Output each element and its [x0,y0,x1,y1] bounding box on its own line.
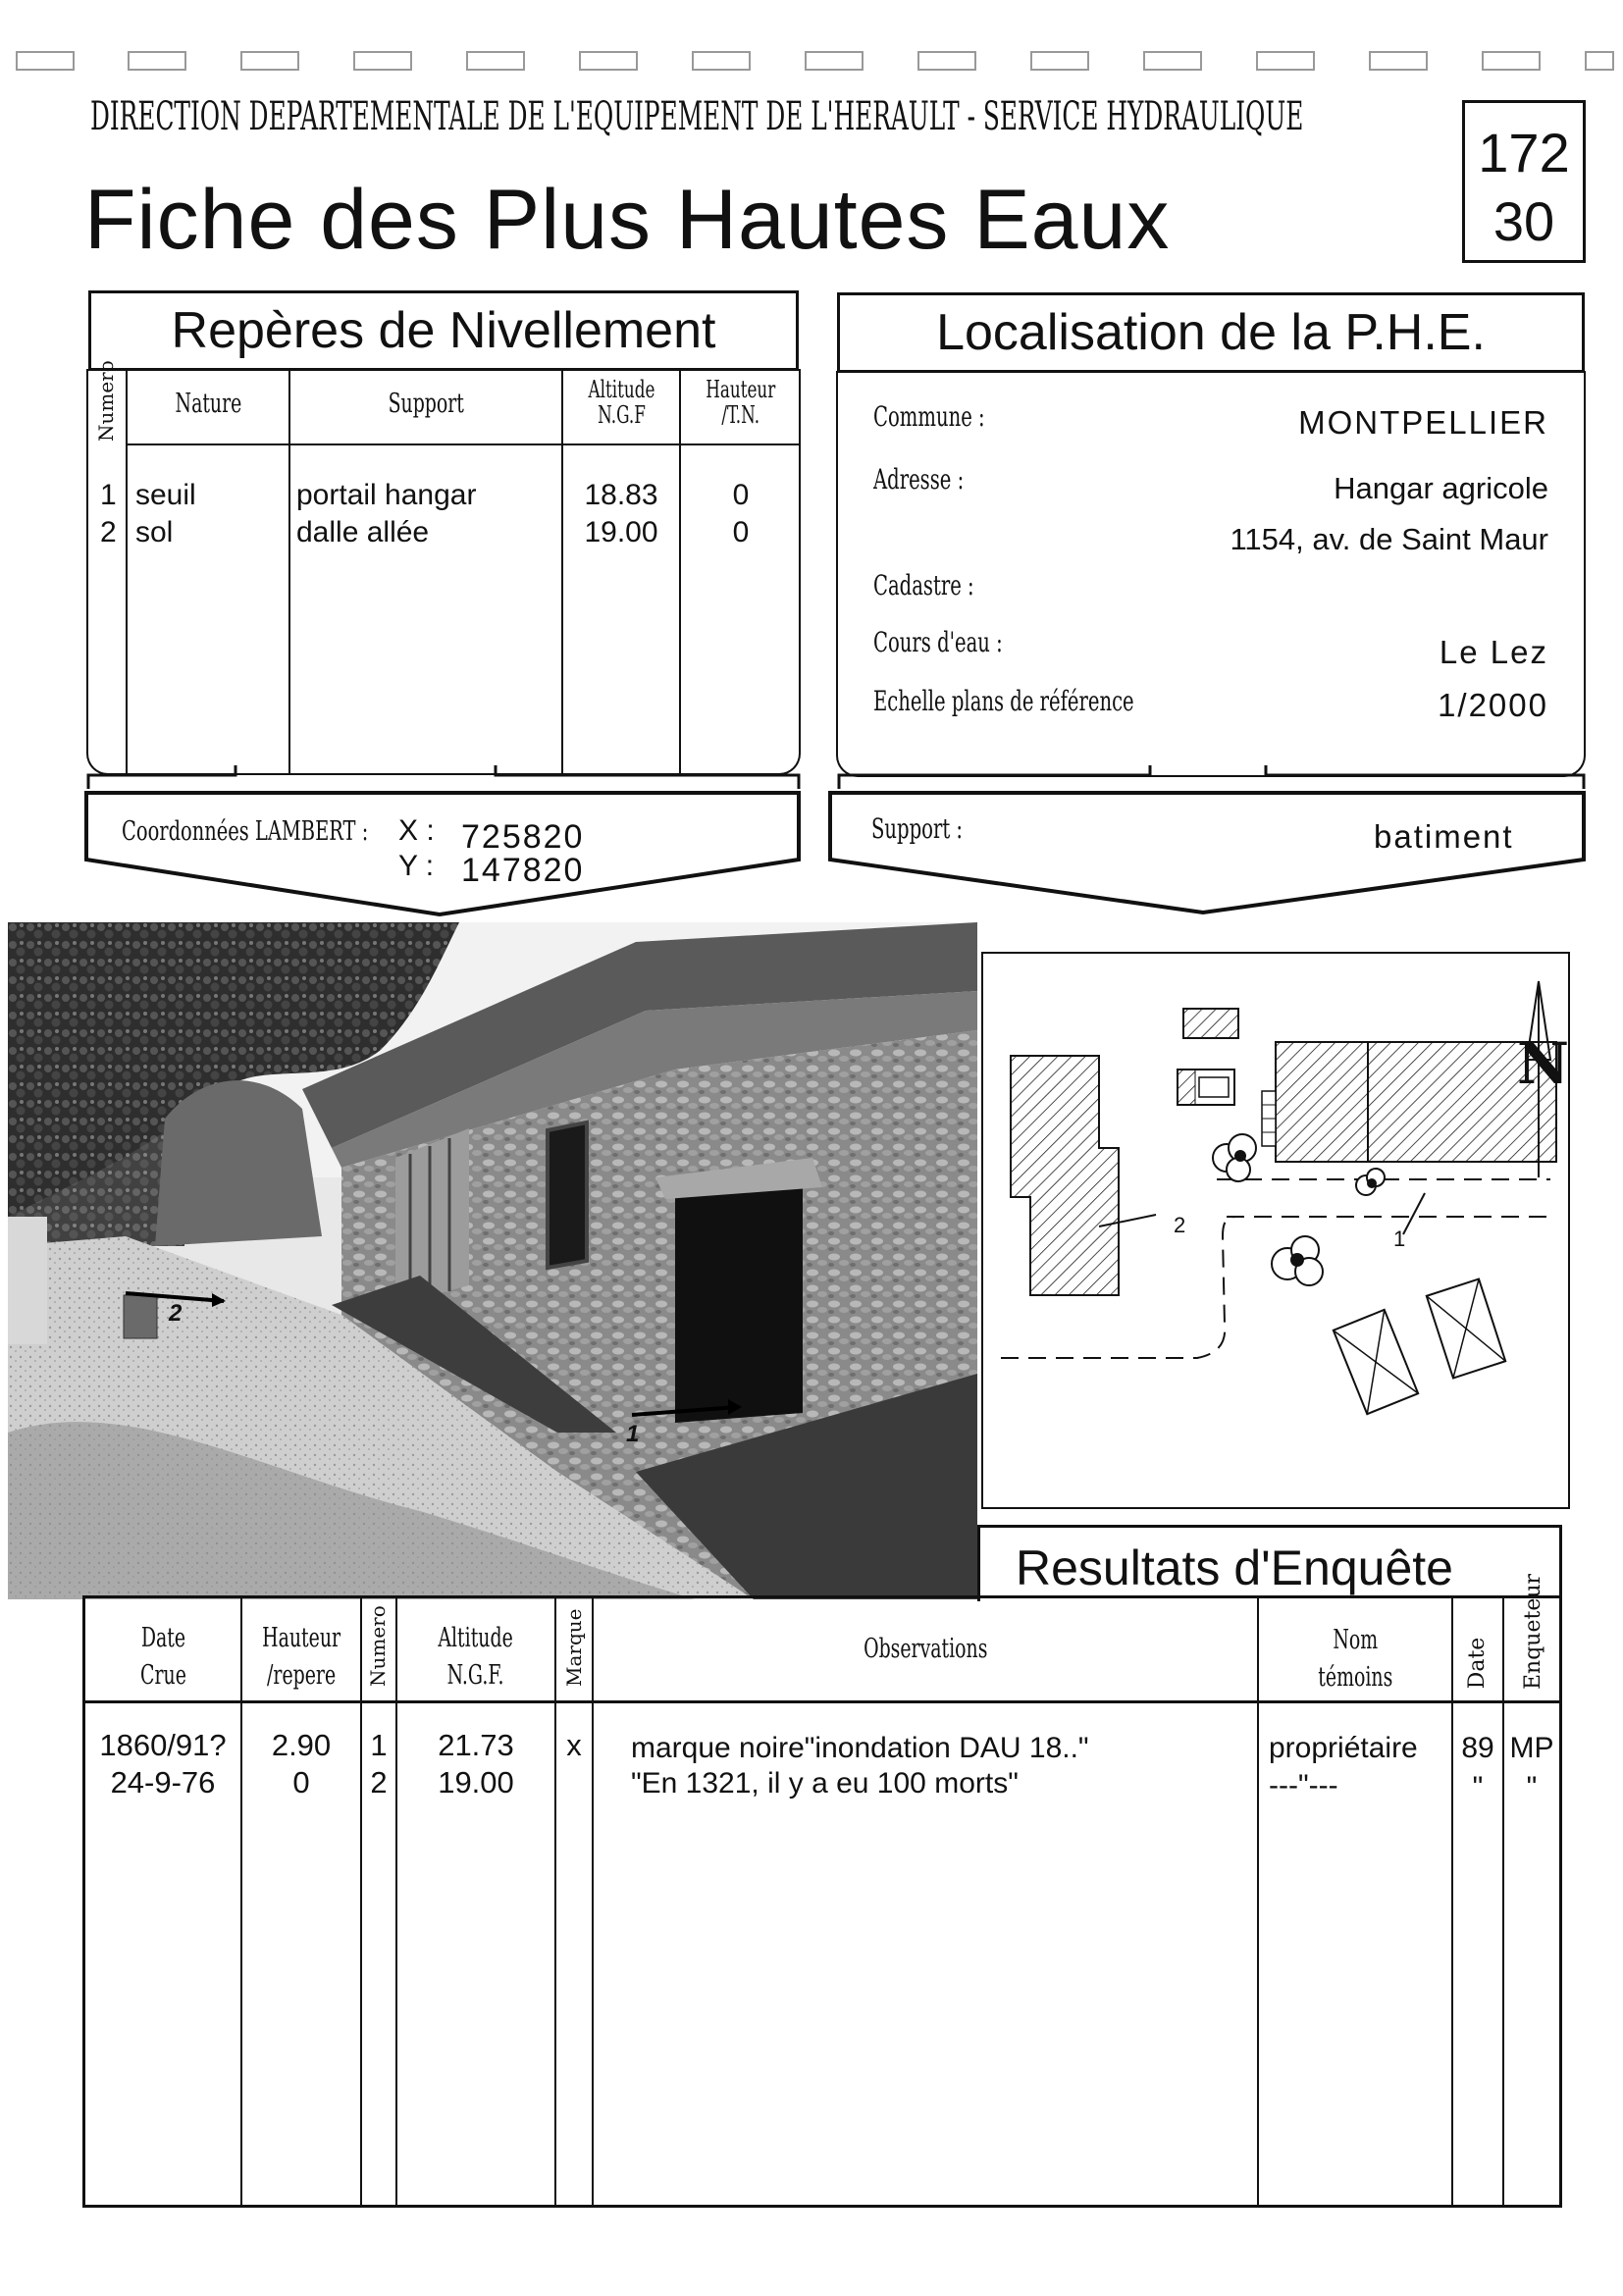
cours-label: Cours d'eau : [873,626,1003,658]
punch-hole [692,51,751,71]
resultats-title: Resultats d'Enquête [1016,1540,1453,1595]
adresse-line1: Hangar agricole [1334,471,1548,505]
x-value: 725820 [461,818,585,856]
col-marque-header: Marque [562,1608,586,1687]
row-nom: propriétaire [1269,1732,1418,1764]
y-value: 147820 [461,852,585,889]
punch-hole [917,51,976,71]
coords-box [84,791,803,918]
commune-value: MONTPELLIER [1298,404,1548,441]
reference-bottom: 30 [1492,190,1555,252]
col-nature-header: Nature [175,389,241,419]
col-numero-header: Numero [366,1605,390,1687]
row-nature: seuil [135,479,196,511]
localisation-title-box [837,292,1585,373]
row-date-crue: 1860/91? [99,1728,227,1762]
punch-hole [1585,51,1614,71]
x-label: X : [398,814,435,847]
row-hauteur: 2.90 [271,1728,332,1762]
resultats-table [82,1573,1562,2208]
reperes-title: Repères de Nivellement [171,302,716,359]
punch-hole [466,51,525,71]
adresse-line2: 1154, av. de Saint Maur [1230,522,1548,556]
col-observations-header: Observations [863,1634,988,1664]
punch-hole [240,51,299,71]
support-value: batiment [1374,818,1514,855]
col-enqueteur-header: Enqueteur [1521,1573,1545,1690]
localisation-panel [836,371,1586,777]
row-numero: 1 [370,1728,388,1762]
row-marque: x [566,1728,582,1762]
row-altitude: 19.00 [584,516,658,548]
punch-hole [805,51,864,71]
row-support: portail hangar [296,479,477,511]
row-altitude: 18.83 [584,479,658,511]
north-arrow-label: N [1517,1030,1570,1097]
punch-hole [128,51,186,71]
row-enqueteur: " [1526,1771,1538,1803]
col-date-crue-header: Date Crue [139,1623,186,1691]
row-support: dalle allée [296,516,430,548]
photo-marker-1: 1 [626,1421,640,1447]
col-altitude-header: Altitude N.G.F. [438,1623,514,1691]
row-hauteur: 0 [732,516,750,548]
punch-hole [353,51,412,71]
col-date-header: Date [1465,1637,1490,1690]
row-date: " [1472,1771,1484,1803]
col-hauteur-repere-header: Hauteur /repere [262,1623,340,1691]
row-date: 89 [1461,1732,1494,1764]
row-date-crue: 24-9-76 [110,1765,216,1800]
commune-label: Commune : [873,400,985,433]
row-nom: ---"--- [1269,1769,1338,1801]
cours-value: Le Lez [1439,634,1548,670]
col-altitude-header: Altitude N.G.F [588,376,654,429]
col-numero-header: Numero [94,360,118,442]
reference-top: 172 [1478,122,1570,183]
page-title: Fiche des Plus Hautes Eaux [84,173,1171,267]
punch-hole [1256,51,1315,71]
echelle-label: Echelle plans de référence [873,685,1134,717]
localisation-title: Localisation de la P.H.E. [936,304,1486,361]
coords-label: Coordonnées LAMBERT : [122,816,369,847]
row-altitude: 19.00 [438,1765,514,1800]
punch-hole [1143,51,1202,71]
punch-hole [16,51,75,71]
row-hauteur: 0 [292,1765,310,1800]
row-enqueteur: MP [1509,1732,1554,1764]
punch-hole [579,51,638,71]
row-observations: marque noire"inondation DAU 18.." [631,1732,1089,1764]
reperes-title-box [88,290,799,371]
plan-marker-1: 1 [1393,1226,1406,1251]
y-label: Y : [398,850,435,882]
row-nature: sol [135,516,174,548]
plan-marker-2: 2 [1174,1213,1186,1237]
row-hauteur: 0 [732,479,750,511]
reference-box [1462,100,1586,263]
punch-hole [1482,51,1541,71]
site-plan [981,952,1572,1511]
support-label: Support : [871,812,964,845]
punch-hole [1369,51,1428,71]
org-header: DIRECTION DEPARTEMENTALE DE L'EQUIPEMENT DE L'HERAULT - SERVICE HYDRAULIQUE [90,94,1304,139]
resultats-title-box [977,1525,1562,1601]
col-nom-temoins-header: Nom témoins [1317,1625,1392,1693]
col-hauteur-header: Hauteur /T.N. [706,376,776,429]
adresse-label: Adresse : [873,463,965,496]
echelle-value: 1/2000 [1438,687,1548,723]
punch-hole [1030,51,1089,71]
col-support-header: Support [388,389,464,419]
site-photo [8,922,977,1599]
row-num: 1 [100,479,117,511]
row-numero: 2 [370,1765,388,1800]
cadastre-label: Cadastre : [873,569,974,601]
row-altitude: 21.73 [438,1728,514,1762]
photo-marker-2: 2 [169,1300,183,1327]
reperes-table [86,360,801,775]
row-observations: "En 1321, il y a eu 100 morts" [631,1767,1019,1800]
row-num: 2 [100,516,117,548]
